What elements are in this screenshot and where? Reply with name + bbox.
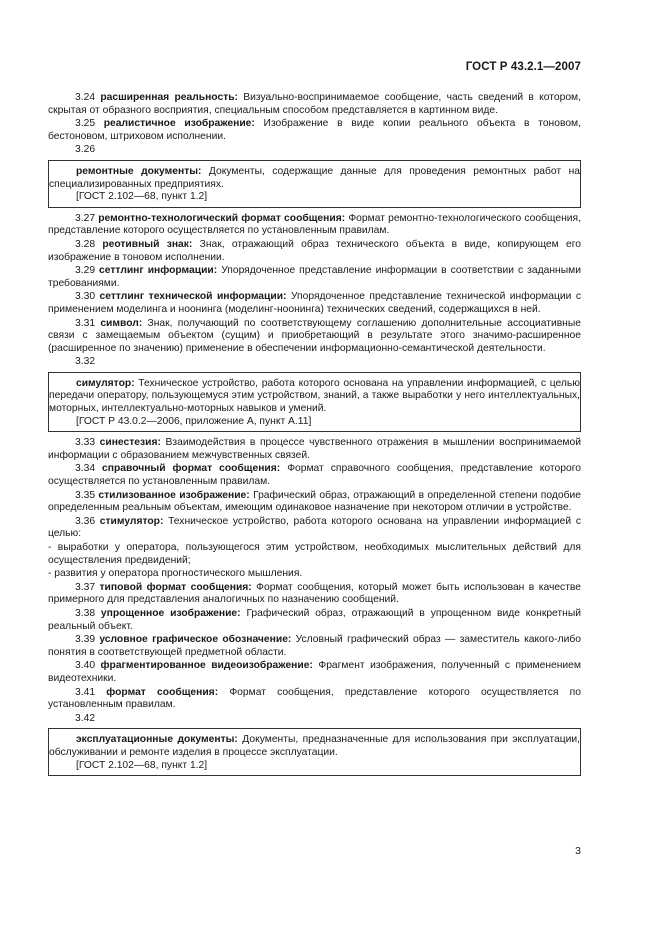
- term-3-25: [48, 118, 581, 143]
- term-3-36: [48, 516, 581, 541]
- term-definition: Формат справочного сообщения, представление которого осуществляется по установленным правилам.: [48, 463, 581, 488]
- term-3-26: [49, 166, 580, 191]
- term-name: упрощенное изображение:: [100, 607, 241, 619]
- reference-box-3-26: [48, 160, 581, 208]
- term-3-40: [48, 660, 581, 685]
- term-number: 3.34: [75, 463, 96, 475]
- term-name: символ:: [100, 317, 143, 329]
- term-name: справочный формат сообщения:: [102, 463, 281, 475]
- term-3-30: [48, 291, 581, 316]
- term-3-24: [48, 92, 581, 117]
- term-name: стимулятор:: [99, 515, 164, 527]
- term-number: 3.36: [75, 515, 96, 527]
- term-source: [ГОСТ Р 43.0.2—2006, приложение А, пункт А.11]: [76, 415, 312, 427]
- term-3-27: [48, 213, 581, 238]
- term-3-29: [48, 265, 581, 290]
- term-name: ремонтно-технологический формат сообщения:: [98, 212, 346, 224]
- term-number: 3.37: [75, 581, 96, 593]
- term-number: 3.35: [75, 489, 96, 501]
- term-number: 3.24: [75, 92, 96, 103]
- list-item: - развития у оператора прогностического мышления.: [48, 568, 303, 580]
- term-definition: Формат сообщения, представление которого осуществляется по установленным правилам.: [48, 686, 581, 711]
- term-name: условное графическое обозначение:: [99, 634, 292, 646]
- term-number: 3.29: [75, 265, 96, 277]
- terms-list: [48, 92, 581, 781]
- term-number: 3.33: [75, 437, 96, 449]
- page-number: 3: [575, 845, 581, 857]
- term-name: синестезия:: [99, 437, 161, 449]
- term-definition: Документы, предназначенные для использования при эксплуатации, обслуживании и ремонте изделия в процессе эксплуатации.: [49, 734, 580, 758]
- term-name: стилизованное изображение:: [98, 489, 250, 501]
- list-item: - выработки у оператора, пользующегося этим устройством, необходимых мыслительных действий для осуществления предвидений;: [48, 542, 581, 566]
- term-3-33: [48, 437, 581, 462]
- term-number: 3.30: [75, 291, 96, 303]
- term-definition: Фрагмент изображения, полученный с применением видеотехники.: [48, 660, 581, 684]
- term-source: [ГОСТ 2.102—68, пункт 1.2]: [76, 191, 208, 203]
- term-name: сеттлинг технической информации:: [99, 291, 287, 303]
- term-definition: Упорядоченное представление технической информации с применением моделинга и ноонинга (моделинг-ноонинга) технических сведений, содержащихся в ней.: [48, 291, 581, 315]
- document-code: ГОСТ Р 43.2.1—2007: [465, 61, 581, 73]
- term-definition: Графический образ, отражающий в упрощенном виде конкретный реальный объект.: [48, 607, 581, 632]
- term-definition: Техническое устройство, работа которого основана на управлении информацией, с целью передачи оператору, пользующемуся этим устройством, знаний, а также выработки у него интеллектуальных, моторных, интеллектуально-моторных навыков и умений.: [49, 377, 580, 415]
- term-3-37: [48, 582, 581, 607]
- term-definition: Графический образ, отражающий в определенной степени подобие определенным реальным объектам, имеющим одинаковое назначение при некотором отличии в устройстве.: [48, 489, 581, 514]
- term-3-32: [49, 378, 580, 416]
- term-definition: Формат сообщения, который может быть использован в качестве примерного для представления аналогичных по назначению сообщений.: [48, 581, 581, 606]
- term-number: 3.40: [75, 660, 96, 672]
- term-3-41: [48, 687, 581, 712]
- term-definition: Условный графический образ — заместитель какого-либо понятия в соответствующей предметной области.: [48, 634, 581, 658]
- term-definition: Изображение в виде копии реального объекта в тоновом, бестоновом, штриховом исполнении.: [48, 118, 581, 142]
- term-3-34: [48, 463, 581, 488]
- reference-box-3-32: [48, 372, 581, 432]
- term-name: расширенная реальность:: [100, 92, 238, 103]
- term-3-31: [48, 318, 581, 356]
- term-number: 3.25: [75, 118, 96, 130]
- term-number: 3.41: [75, 686, 96, 698]
- term-number: 3.39: [75, 634, 96, 646]
- term-definition: Знак, отражающий образ технического объекта в виде, копирующем его изображение в тоновом исполнении.: [48, 238, 581, 263]
- term-number: 3.27: [75, 212, 96, 224]
- term-definition: Визуально-воспринимаемое сообщение, часть сведений в котором, скрытая от образного восприятия, специальным способом представляется в картинном виде.: [48, 92, 581, 116]
- term-3-42-number: 3.42: [75, 712, 96, 724]
- term-3-39: [48, 634, 581, 659]
- term-3-38: [48, 608, 581, 633]
- term-number: 3.31: [75, 317, 96, 329]
- term-definition: Упорядоченное представление информации в соответствии с заданными требованиями.: [48, 265, 581, 289]
- term-name: типовой формат сообщения:: [99, 581, 252, 593]
- term-name: ремонтные документы:: [76, 165, 202, 177]
- term-number: 3.38: [75, 607, 96, 619]
- term-name: формат сообщения:: [106, 686, 219, 698]
- term-name: фрагментированное видеоизображение:: [100, 660, 313, 672]
- term-3-28: [48, 239, 581, 264]
- term-definition: Знак, получающий по соответствующему соглашению дополнительные ассоциативные связи с замещаемым объектом (сущим) и приобретающий в результате этого значимо-расширенное (расширенное по значению) применение в обеспечении информационно-семантической деятельности.: [48, 317, 581, 354]
- term-source: [ГОСТ 2.102—68, пункт 1.2]: [76, 759, 208, 771]
- term-name: реотивный знак:: [102, 238, 193, 250]
- term-3-35: [48, 490, 581, 515]
- term-3-42: [49, 734, 580, 759]
- term-name: эксплуатационные документы:: [76, 734, 238, 746]
- term-3-32-number: 3.32: [75, 356, 96, 368]
- term-name: сеттлинг информации:: [99, 265, 218, 277]
- term-definition: Взаимодействия в процессе чувственного отражения в мышлении воспринимаемой информации с образованием межчувственных связей.: [48, 437, 581, 461]
- term-definition: Формат ремонтно-технологического сообщения, представление которого осуществляется по установленным правилам.: [48, 212, 581, 237]
- term-definition: Техническое устройство, работа которого основана на управлении информацией с целью:: [48, 515, 581, 540]
- term-number: 3.28: [75, 238, 96, 250]
- term-name: реалистичное изображение:: [103, 118, 255, 130]
- reference-box-3-42: [48, 728, 581, 776]
- term-definition: Документы, содержащие данные для проведения ремонтных работ на специализированных предприятиях.: [49, 165, 580, 190]
- term-3-26-number: 3.26: [75, 144, 96, 156]
- term-name: симулятор:: [76, 377, 135, 389]
